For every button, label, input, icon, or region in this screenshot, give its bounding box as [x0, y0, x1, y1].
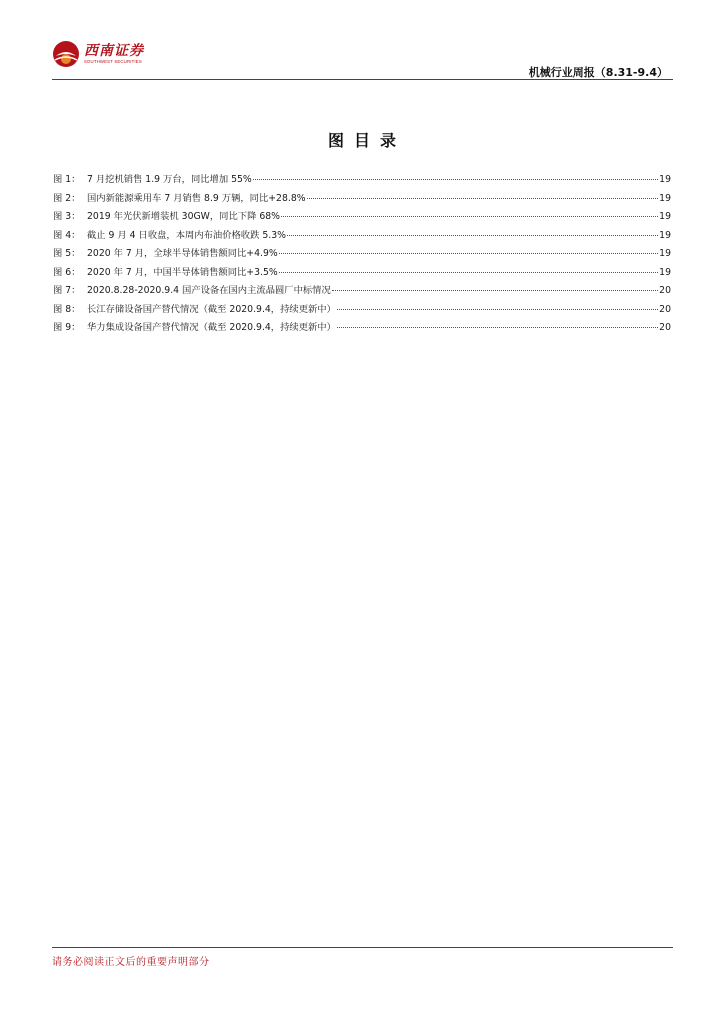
logo-name-en: SOUTHWEST SECURITIES: [84, 59, 142, 64]
toc-entry-title: 2019 年光伏新增装机 30GW，同比下降 68%: [87, 211, 280, 222]
toc-entry-title: 7 月挖机销售 1.9 万台，同比增加 55%: [87, 174, 252, 185]
toc-entry[interactable]: [53, 264, 671, 283]
page-header: [52, 40, 672, 80]
toc-entry[interactable]: [53, 171, 671, 190]
toc-entry-title: 国内新能源乘用车 7 月销售 8.9 万辆，同比+28.8%: [87, 192, 306, 204]
toc-entry-page: 19: [659, 174, 671, 185]
toc-entry-label: 图 1：: [53, 174, 81, 185]
toc-entry-leader: [337, 309, 658, 310]
toc-entry-label: 图 2：: [53, 192, 81, 204]
toc-entry[interactable]: [53, 190, 671, 209]
toc-entry-title: 华力集成设备国产替代情况（截至 2020.9.4，持续更新中）: [87, 322, 336, 333]
toc-entry-leader: [307, 198, 659, 199]
toc-entry-leader: [332, 290, 658, 291]
toc-entry-label: 图 3：: [53, 211, 81, 222]
toc-entry[interactable]: [53, 208, 671, 227]
footer-notice: 请务必阅读正文后的重要声明部分: [52, 957, 210, 968]
toc-entry-title: 2020 年 7 月，中国半导体销售额同比+3.5%: [87, 266, 278, 278]
toc-entry-label: 图 7：: [53, 285, 81, 296]
toc-entry-label: 图 4：: [53, 229, 81, 241]
logo-mark-icon: [52, 40, 80, 68]
toc-entry-page: 20: [659, 285, 671, 296]
company-logo: [52, 40, 145, 68]
toc-entry-leader: [281, 216, 658, 217]
toc-entry[interactable]: [53, 319, 671, 338]
toc-entry-page: 19: [659, 248, 671, 259]
footer-divider: [52, 947, 673, 948]
toc-entry-page: 19: [659, 229, 671, 241]
logo-name-cn: 西南证券: [84, 43, 144, 59]
toc-entry-title: 2020 年 7 月，全球半导体销售额同比+4.9%: [87, 248, 278, 259]
toc-entry-page: 20: [659, 322, 671, 333]
figure-toc-list: [53, 171, 671, 338]
toc-entry[interactable]: [53, 227, 671, 246]
toc-entry-label: 图 6：: [53, 266, 81, 278]
toc-entry-page: 19: [659, 211, 671, 222]
header-divider: [52, 79, 673, 80]
toc-entry-leader: [279, 272, 658, 273]
toc-entry[interactable]: [53, 282, 671, 301]
toc-entry-title: 长江存储设备国产替代情况（截至 2020.9.4，持续更新中）: [87, 303, 336, 315]
toc-entry-page: 20: [659, 303, 671, 315]
toc-entry[interactable]: [53, 245, 671, 264]
toc-entry-label: 图 8：: [53, 303, 81, 315]
toc-entry-label: 图 9：: [53, 322, 81, 333]
toc-entry-leader: [287, 235, 658, 236]
toc-entry[interactable]: [53, 301, 671, 320]
toc-entry-leader: [337, 327, 658, 328]
toc-entry-page: 19: [659, 266, 671, 278]
toc-entry-label: 图 5：: [53, 248, 81, 259]
toc-entry-page: 19: [659, 192, 671, 204]
toc-entry-title: 截止 9 月 4 日收盘，本周内布油价格收跌 5.3%: [87, 229, 286, 241]
toc-heading: 图目录: [327, 131, 406, 150]
toc-entry-leader: [253, 179, 658, 180]
toc-entry-leader: [279, 253, 658, 254]
toc-entry-title: 2020.8.28-2020.9.4 国产设备在国内主流晶圆厂中标情况: [87, 285, 331, 296]
report-title: 机械行业周报（8.31-9.4）: [528, 66, 668, 79]
